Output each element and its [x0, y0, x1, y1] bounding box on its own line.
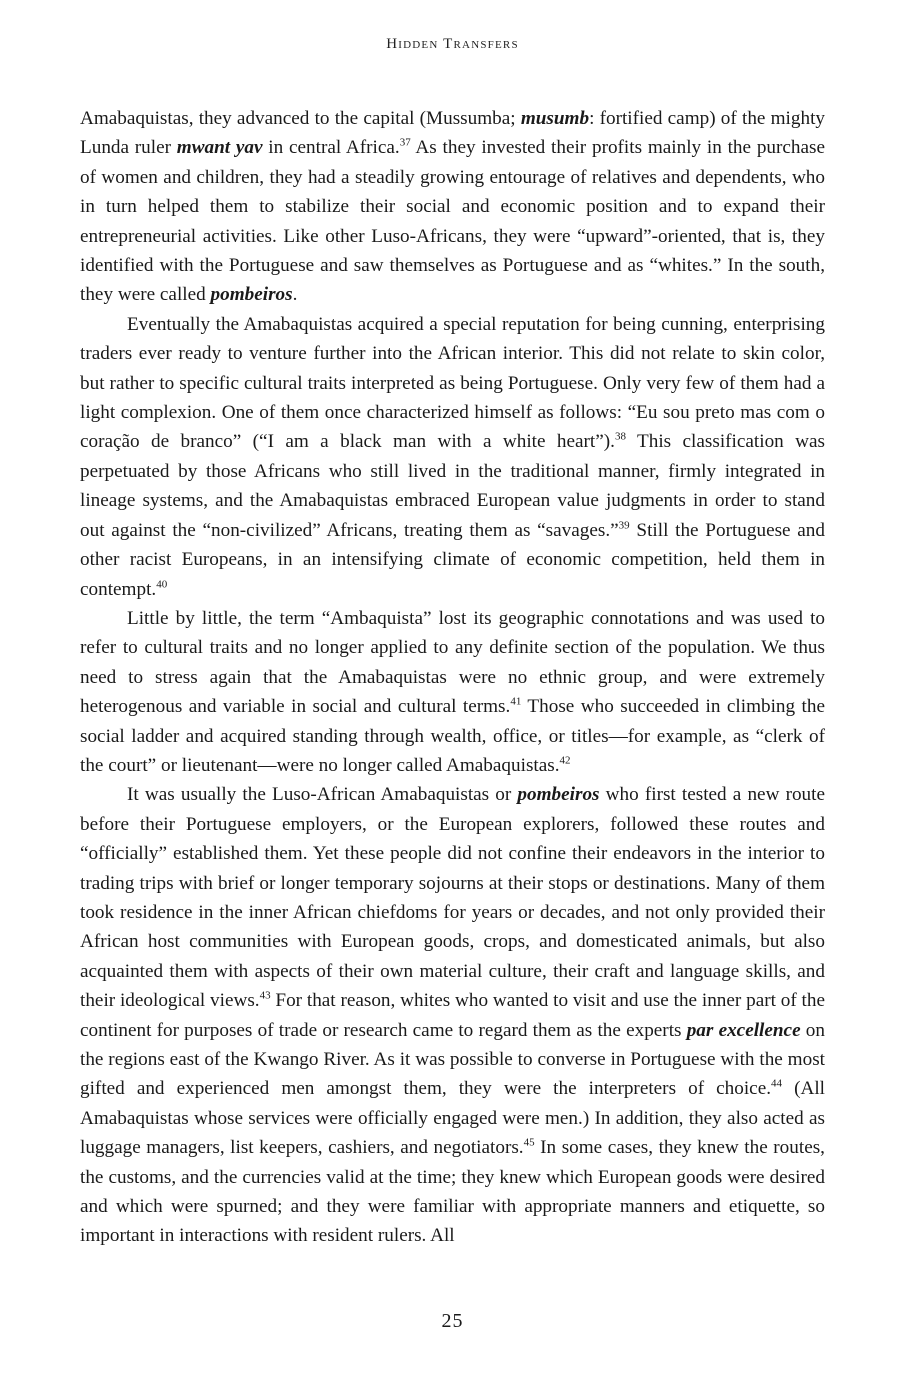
paragraph: Eventually the Amabaquistas acquired a special reputation for being cunning, enterprising traders ever ready to venture further into the African interior. This did not relate to skin color, but rather to specific cultural traits interpreted as being Portuguese. Only very few of them had a light complexion. One of them once characterized himself as follows: “Eu sou preto mas com o coração de branco” (“I am a black man with a white heart”).$^{38}$ This classification was perpetuated by those Africans who still lived in the traditional manner, firmly integrated in lineage systems, and the Amabaquistas embraced European value judgments in order to stand out against the “non-civilized” Africans, treating them as “savages.”$^{39}$ Still the Portuguese and other racist Europeans, in an intensifying climate of economic competition, held them in contempt.$^{40}$ — [80, 313, 825, 600]
paragraph: Little by little, the term “Ambaquista” lost its geographic connotations and was used to refer to cultural traits and no longer applied to any definite section of the population. We thus need to stress again that the Amabaquistas were no ethnic group, and were extremely heterogenous and variable in social and cultural terms.$^{41}$ Those who succeeded in climbing the social ladder and acquired standing through wealth, office, or titles—for example, as “clerk of the court” or lieutenant—were no longer called Amabaquistas.$^{42}$ — [80, 607, 826, 776]
paragraph: Amabaquistas, they advanced to the capital (Mussumba; musumb: fortified camp) of the mighty Lunda ruler mwant yav in central Africa.$^{37}$ As they invested their profits mainly in the purchase of women and children, they had a steadily growing entourage of relatives and dependents, who in turn helped them to stabilize their social and economic position and to expand their entrepreneurial activities. Like other Luso-Africans, they were “upward”-oriented, that is, they identified with the Portuguese and saw themselves as Portuguese and as “whites.” In the south, they were called pombeiros. — [80, 108, 826, 306]
paragraph: It was usually the Luso-African Amabaquistas or pombeiros who first tested a new route before their Portuguese employers, or the European explorers, followed these routes and “officially” established them. Yet these people did not confine their endeavors in the interior to trading trips with brief or longer temporary sojourns at their stops or destinations. Many of them took residence in the inner African chiefdoms for years or decades, and not only provided their African host communities with European goods, crops, and domesticated animals, but also acquainted them with aspects of their own material culture, their craft and language skills, and their ideological views.$^{43}$ For that reason, whites who wanted to visit and use the inner part of the continent for purposes of trade or research came to regard them as the experts par excellence on the regions east of the Kwango River. As it was possible to converse in Portuguese with the most gifted and experienced men amongst them, they were the interpreters of choice.$^{44}$ (All Amabaquistas whose services were officially engaged were men.) In addition, they also acted as luggage managers, list keepers, cashiers, and negotiators.$^{45}$ In some cases, they knew the routes, the customs, and the currencies valid at the time; they knew which European goods were desired and which were spurned; and they were familiar with appropriate manners and etiquette, so important in interactions with resident rulers. All — [80, 784, 825, 1247]
page-number: 25 — [441, 1310, 464, 1332]
running-head: Hidden Transfers — [386, 36, 519, 52]
body-text — [80, 104, 825, 1251]
